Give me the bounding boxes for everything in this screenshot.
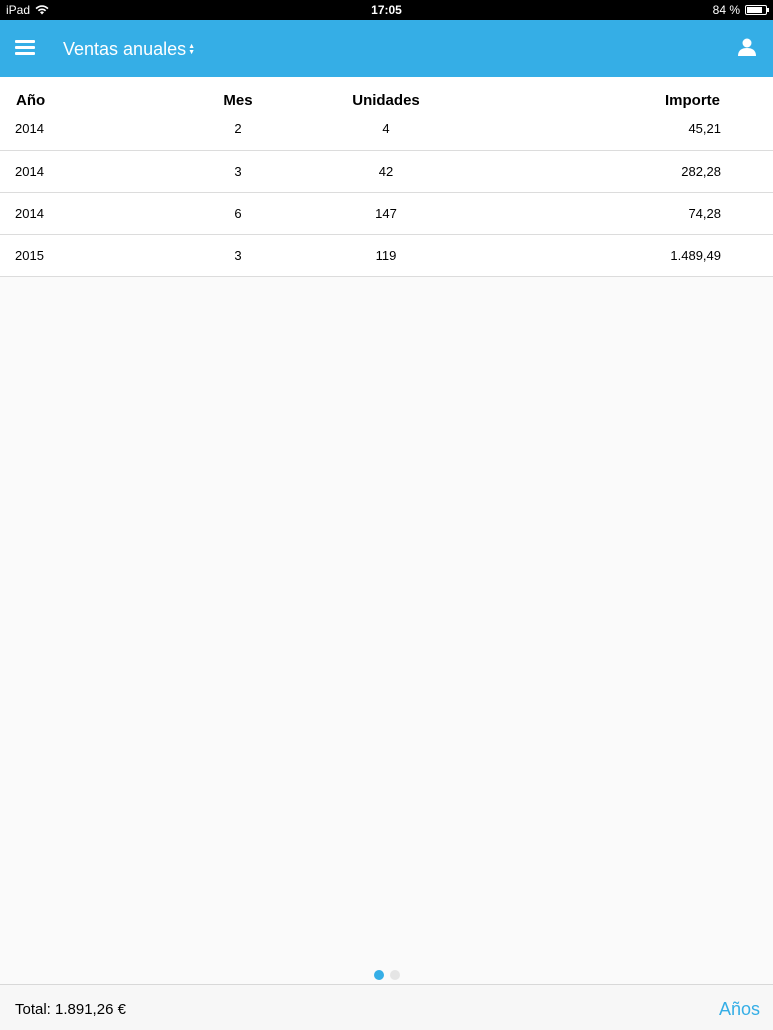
cell-mes: 6 xyxy=(234,206,242,221)
hamburger-menu-icon[interactable] xyxy=(15,40,35,56)
header-anio[interactable]: Año xyxy=(16,92,46,109)
sort-arrows-icon: ▲ ▼ xyxy=(188,42,196,56)
cell-anio: 2014 xyxy=(15,164,44,179)
cell-mes: 3 xyxy=(234,164,242,179)
total-amount: Total: 1.891,26 € xyxy=(15,1001,126,1018)
header-unidades[interactable]: Unidades xyxy=(352,92,420,109)
battery-percent: 84 % xyxy=(712,3,740,17)
cell-importe: 1.489,49 xyxy=(670,248,721,263)
device-name: iPad xyxy=(6,3,31,17)
cell-mes: 2 xyxy=(234,121,242,136)
cell-anio: 2014 xyxy=(15,206,44,221)
page-title: Ventas anuales xyxy=(63,39,187,59)
status-bar xyxy=(0,0,773,20)
cell-importe: 74,28 xyxy=(688,206,721,221)
cell-importe: 282,28 xyxy=(681,164,721,179)
page-indicator xyxy=(0,970,773,980)
footer-bar xyxy=(0,984,773,1030)
cell-unidades: 119 xyxy=(375,248,397,263)
battery-icon xyxy=(745,5,767,15)
cell-mes: 3 xyxy=(234,248,242,263)
table-body xyxy=(0,122,773,277)
status-right xyxy=(713,3,767,17)
page-dot-2[interactable] xyxy=(390,970,400,980)
table-row[interactable] xyxy=(0,151,773,193)
years-button[interactable]: Años xyxy=(718,999,760,1019)
header-importe[interactable]: Importe xyxy=(664,92,720,109)
cell-unidades: 147 xyxy=(375,206,397,221)
user-icon[interactable] xyxy=(737,37,757,57)
table-row[interactable] xyxy=(0,122,773,151)
cell-unidades: 42 xyxy=(378,164,394,179)
cell-importe: 45,21 xyxy=(688,121,721,136)
page-dot-1[interactable] xyxy=(374,970,384,980)
status-time: 17:05 xyxy=(371,3,402,17)
nav-bar xyxy=(0,20,773,77)
table-row[interactable] xyxy=(0,235,773,277)
header-mes[interactable]: Mes xyxy=(223,92,253,109)
table-header xyxy=(0,77,773,122)
report-selector[interactable] xyxy=(63,39,195,60)
cell-anio: 2014 xyxy=(15,121,44,136)
cell-anio: 2015 xyxy=(15,248,44,263)
sales-table xyxy=(0,77,773,122)
table-row[interactable] xyxy=(0,193,773,235)
cell-unidades: 4 xyxy=(382,121,390,136)
